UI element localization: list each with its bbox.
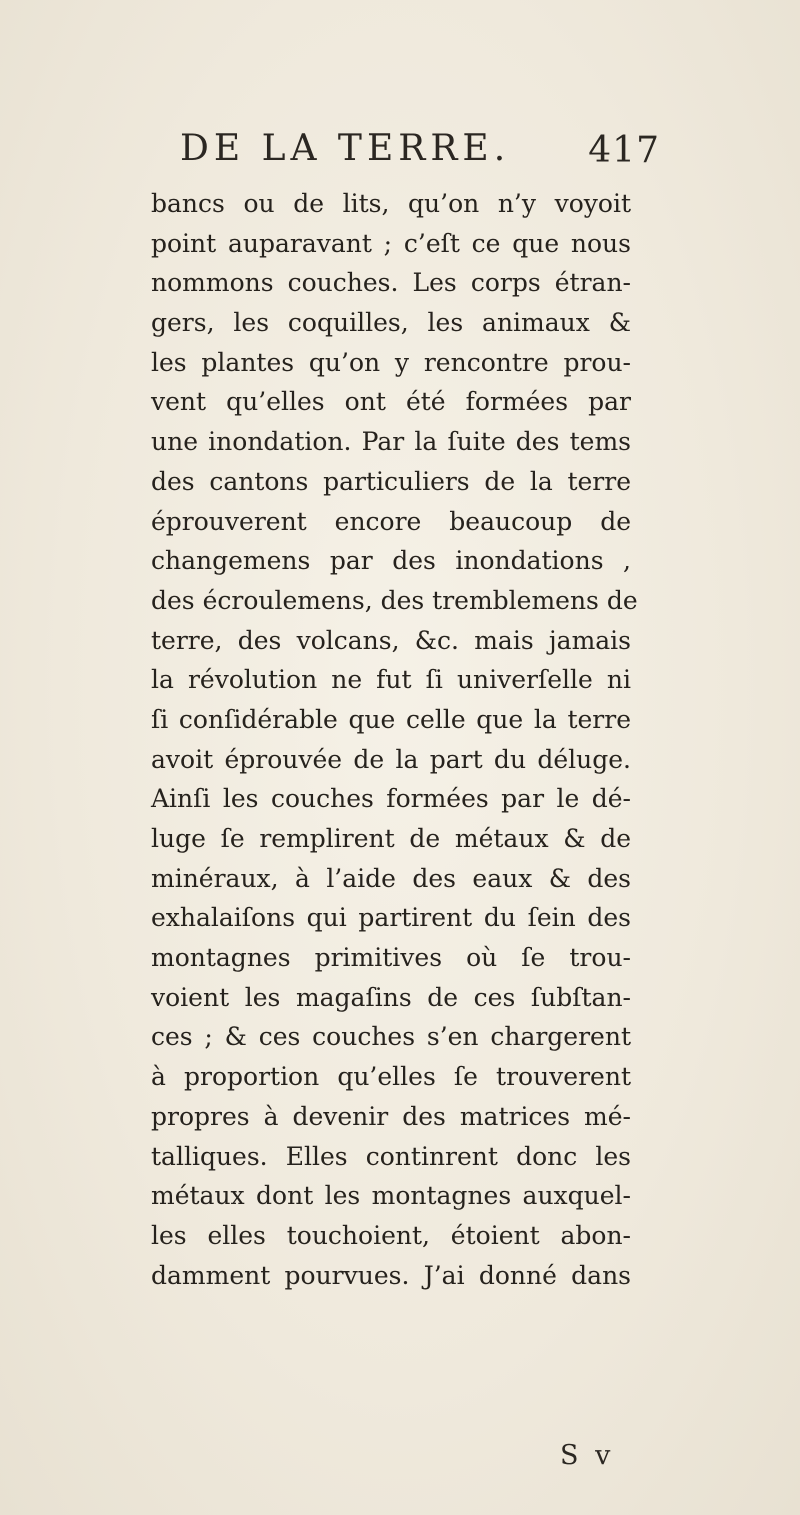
text-line: bancs ou de lits, qu’on n’y voyoit — [151, 189, 631, 218]
text-line: nommons couches. Les corps étran- — [151, 268, 631, 298]
text-line: damment pourvues. J’ai donné dans — [151, 1260, 631, 1290]
text-line: des cantons particuliers de la terre — [151, 466, 631, 496]
catchword: S v — [560, 1440, 615, 1471]
text-line: changemens par des inondations , — [151, 546, 631, 576]
text-line: Ainſi les couches formées par le dé- — [151, 784, 631, 814]
text-line: une inondation. Par la ſuite des tems — [151, 427, 631, 457]
text-line: talliques. Elles continrent donc les — [151, 1141, 631, 1171]
body-text — [151, 184, 638, 1295]
text-line: voient les magaſins de ces ſubſtan- — [151, 982, 631, 1012]
text-line: métaux dont les montagnes auxquel- — [151, 1181, 631, 1211]
text-line: propres à devenir des matrices mé- — [151, 1101, 631, 1131]
text-line: éprouverent encore beaucoup de — [151, 506, 631, 536]
text-line: montagnes primitives où ſe trou- — [151, 943, 631, 973]
running-title: DE LA TERRE. — [180, 128, 511, 169]
text-line: ces ; & ces couches s’en chargerent — [151, 1022, 631, 1052]
text-line: terre, des volcans, &c. mais jamais — [151, 625, 631, 655]
text-line: avoit éprouvée de la part du déluge. — [151, 744, 631, 774]
text-line: à proportion qu’elles ſe trouverent — [151, 1062, 631, 1092]
text-line: minéraux, à l’aide des eaux & des — [151, 863, 631, 893]
text-line: luge ſe remplirent de métaux & de — [151, 824, 631, 853]
text-line: les elles touchoient, étoient abon- — [151, 1220, 631, 1250]
running-head — [180, 128, 660, 178]
text-line: la révolution ne fut ſi univerſelle ni — [151, 665, 631, 695]
text-line: exhalaiſons qui partirent du ſein des — [151, 903, 631, 933]
text-line: vent qu’elles ont été formées par — [151, 387, 631, 417]
text-line: point auparavant ; c’eſt ce que nous — [151, 228, 631, 258]
text-line: des écroulemens, des tremblemens de — [151, 585, 638, 615]
text-line: ſi conſidérable que celle que la terre — [151, 704, 631, 734]
page-number: 417 — [588, 130, 660, 171]
text-line: gers, les coquilles, les animaux & — [151, 308, 631, 338]
text-line: les plantes qu’on y rencontre prou- — [151, 347, 631, 377]
